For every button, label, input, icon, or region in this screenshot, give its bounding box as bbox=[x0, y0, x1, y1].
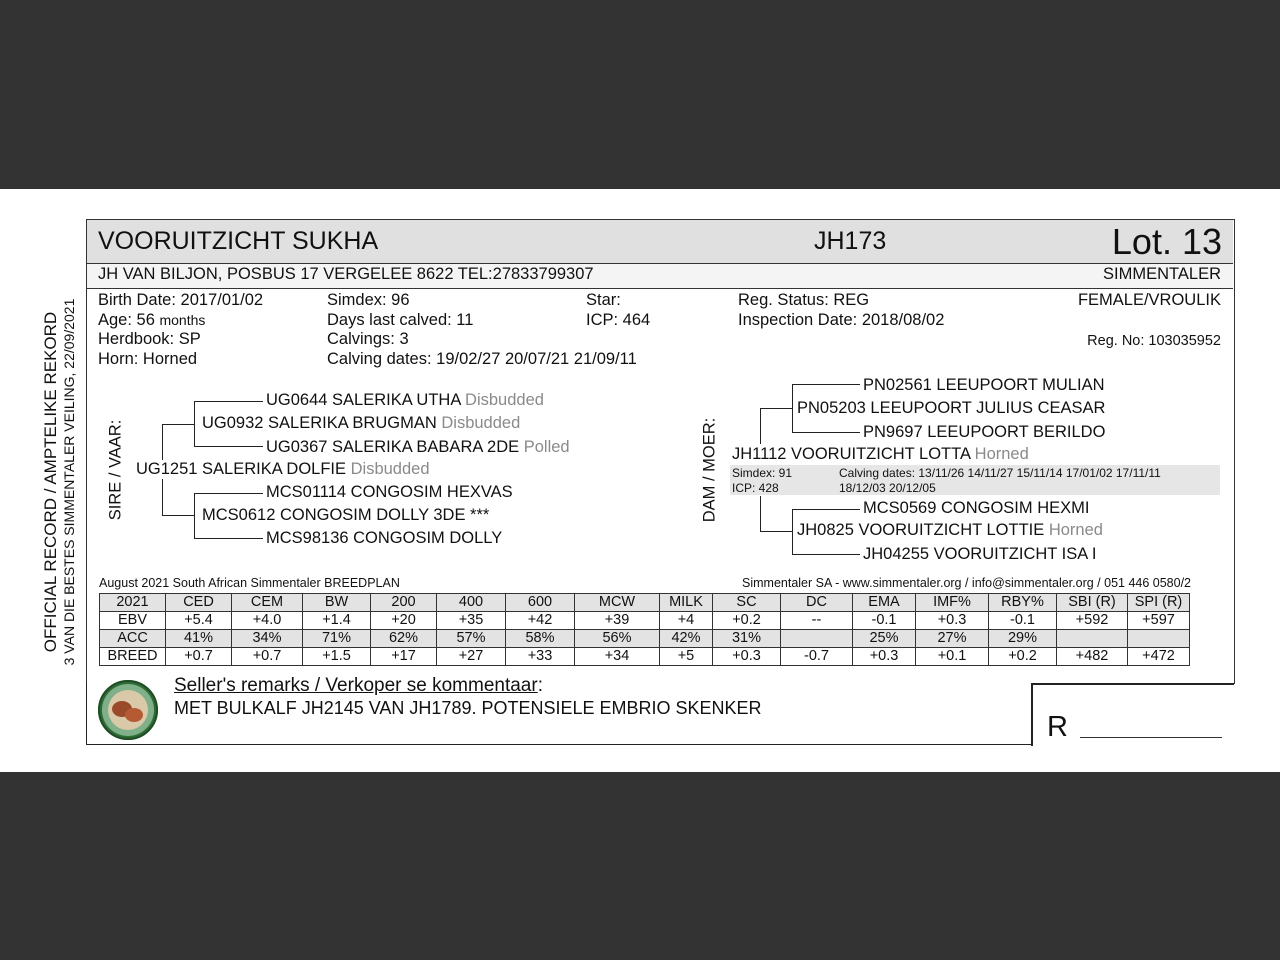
sire-name: UG1251 SALERIKA DOLFIE bbox=[136, 460, 347, 478]
table-header-cell: CED bbox=[166, 594, 232, 612]
table-cell: 27% bbox=[916, 630, 989, 648]
table-header-row bbox=[100, 594, 1190, 612]
sire-dam-sire-tick bbox=[194, 493, 263, 494]
sire-sire-sire bbox=[266, 391, 544, 410]
dam-icp: ICP: 428 bbox=[732, 481, 779, 495]
table-cell: +597 bbox=[1128, 612, 1190, 630]
table-header-cell: BW bbox=[303, 594, 371, 612]
table-cell: -0.1 bbox=[989, 612, 1057, 630]
table-header-cell: SBI (R) bbox=[1057, 594, 1128, 612]
sire-dam-dam: MCS98136 CONGOSIM DOLLY bbox=[266, 529, 503, 547]
sire-sire-dam-horn: Polled bbox=[523, 438, 570, 456]
table-cell: EBV bbox=[100, 612, 166, 630]
table-header-cell: MCW bbox=[575, 594, 660, 612]
table-cell: +0.3 bbox=[713, 648, 781, 666]
horn-status: Horn: Horned bbox=[98, 350, 198, 368]
dam bbox=[732, 445, 1029, 464]
table-cell: 42% bbox=[660, 630, 713, 648]
table-header-cell: EMA bbox=[853, 594, 916, 612]
sire-sire-dam-name: UG0367 SALERIKA BABARA 2DE bbox=[266, 438, 520, 456]
table-cell: 25% bbox=[853, 630, 916, 648]
dam-sire-tick bbox=[760, 408, 792, 409]
age-value: Age: 56 bbox=[98, 311, 155, 329]
table-cell: 31% bbox=[713, 630, 781, 648]
table-cell: 56% bbox=[575, 630, 660, 648]
table-cell: BREED bbox=[100, 648, 166, 666]
sire-dam-sire: MCS01114 CONGOSIM HEXVAS bbox=[266, 483, 513, 501]
table-cell: 71% bbox=[303, 630, 371, 648]
dam-sire-dam-tick bbox=[792, 432, 860, 433]
table-cell bbox=[1128, 630, 1190, 648]
table-header-cell: SPI (R) bbox=[1128, 594, 1190, 612]
table-cell: +4.0 bbox=[232, 612, 303, 630]
sire-sire-sire-tick bbox=[194, 401, 263, 402]
dam-dam bbox=[797, 521, 1103, 540]
sire-sire-dam bbox=[266, 438, 570, 457]
breed-label: SIMMENTALER bbox=[1103, 265, 1221, 283]
table-cell: +482 bbox=[1057, 648, 1128, 666]
dam-dam-name: JH0825 VOORUITZICHT LOTTIE bbox=[797, 521, 1045, 539]
table-cell: -0.7 bbox=[781, 648, 853, 666]
table-cell: +1.5 bbox=[303, 648, 371, 666]
table-cell: +20 bbox=[371, 612, 437, 630]
table-header-cell: 200 bbox=[371, 594, 437, 612]
sire-dam-bracket bbox=[194, 493, 195, 538]
table-cell: +39 bbox=[575, 612, 660, 630]
table-cell bbox=[781, 630, 853, 648]
sire-sire-horn: Disbudded bbox=[441, 414, 521, 432]
table-cell: +17 bbox=[371, 648, 437, 666]
table-cell: ACC bbox=[100, 630, 166, 648]
dam-calving-dates-cont: 18/12/03 20/12/05 bbox=[839, 481, 936, 495]
remarks-title-text: Seller's remarks / Verkoper se kommentaar bbox=[174, 675, 538, 696]
reg-status: Reg. Status: REG bbox=[738, 291, 870, 309]
table-cell: 29% bbox=[989, 630, 1057, 648]
dam-sire: PN05203 LEEUPOORT JULIUS CEASAR bbox=[797, 399, 1106, 417]
price-input[interactable] bbox=[1080, 737, 1222, 738]
table-header-cell: 600 bbox=[506, 594, 575, 612]
table-row-acc bbox=[100, 630, 1190, 648]
remarks-title-colon: : bbox=[537, 675, 543, 696]
auction-caption: 3 VAN DIE BESTES SIMMENTALER VEILING, 22/09/2021 bbox=[61, 298, 77, 666]
sire-sire-sire-name: UG0644 SALERIKA UTHA bbox=[266, 391, 461, 409]
table-cell: +0.7 bbox=[166, 648, 232, 666]
herdbook: Herdbook: SP bbox=[98, 330, 201, 348]
table-cell: +4 bbox=[660, 612, 713, 630]
table-cell: 34% bbox=[232, 630, 303, 648]
sex: FEMALE/VROULIK bbox=[1077, 291, 1221, 309]
table-row-ebv bbox=[100, 612, 1190, 630]
dam-dam-tick bbox=[760, 531, 792, 532]
dam-calving-dates: Calving dates: 13/11/26 14/11/27 15/11/14 17/01/02 17/11/11 bbox=[839, 466, 1161, 480]
simdex: Simdex: 96 bbox=[327, 291, 410, 309]
table-header-cell: RBY% bbox=[989, 594, 1057, 612]
table-cell: +0.3 bbox=[853, 648, 916, 666]
sire-sire-bracket bbox=[194, 401, 195, 446]
dam-name: JH1112 VOORUITZICHT LOTTA bbox=[732, 445, 971, 463]
table-header-cell: DC bbox=[781, 594, 853, 612]
sire-sire-tick bbox=[162, 424, 194, 425]
animal-id: JH173 bbox=[814, 227, 887, 255]
society-logo bbox=[97, 679, 159, 741]
society-logo-graphic bbox=[97, 679, 159, 741]
animal-name: VOORUITZICHT SUKHA bbox=[98, 227, 379, 255]
table-header-cell: 2021 bbox=[100, 594, 166, 612]
price-box-left-edge bbox=[1031, 683, 1033, 746]
table-row-breed bbox=[100, 648, 1190, 666]
dam-label: DAM / MOER: bbox=[700, 417, 719, 523]
dam-dam-bracket bbox=[792, 509, 793, 554]
card-left-edge bbox=[86, 683, 87, 745]
table-header-cell: IMF% bbox=[916, 594, 989, 612]
sire-sire-sire-horn: Disbudded bbox=[465, 391, 544, 409]
dam-dam-dam: JH04255 VOORUITZICHT ISA I bbox=[863, 545, 1097, 563]
breedplan-contact: Simmentaler SA - www.simmentaler.org / info@simmentaler.org / 051 446 0580/2 bbox=[742, 576, 1192, 590]
table-cell: 58% bbox=[506, 630, 575, 648]
dam-dam-sire: MCS0569 CONGOSIM HEXMI bbox=[863, 499, 1090, 517]
card-bottom-edge bbox=[86, 744, 1032, 745]
price-label: R bbox=[1047, 711, 1068, 743]
table-header-cell: CEM bbox=[232, 594, 303, 612]
table-cell: 62% bbox=[371, 630, 437, 648]
dam-simdex: Simdex: 91 bbox=[732, 466, 793, 480]
sire bbox=[136, 460, 430, 479]
table-cell: +5 bbox=[660, 648, 713, 666]
calvings: Calvings: 3 bbox=[327, 330, 409, 348]
star: Star: bbox=[586, 291, 621, 309]
dam-horn: Horned bbox=[974, 445, 1029, 463]
remarks-text: MET BULKALF JH2145 VAN JH1789. POTENSIELE EMBRIO SKENKER bbox=[174, 698, 762, 718]
table-cell: +27 bbox=[437, 648, 506, 666]
dam-lower-bracket bbox=[760, 496, 761, 531]
table-cell: +34 bbox=[575, 648, 660, 666]
inspection-date: Inspection Date: 2018/08/02 bbox=[738, 311, 945, 329]
table-cell: +35 bbox=[437, 612, 506, 630]
table-cell: +0.2 bbox=[989, 648, 1057, 666]
icp: ICP: 464 bbox=[586, 311, 651, 329]
sire-horn: Disbudded bbox=[350, 460, 430, 478]
table-cell: +0.2 bbox=[713, 612, 781, 630]
remarks-title bbox=[174, 675, 543, 697]
table-header-cell: MILK bbox=[660, 594, 713, 612]
dam-sire-dam: PN9697 LEEUPOORT BERILDO bbox=[863, 423, 1106, 441]
table-cell bbox=[1057, 630, 1128, 648]
table-header-cell: 400 bbox=[437, 594, 506, 612]
price-box-top-edge bbox=[1031, 683, 1234, 685]
breeder-line: JH VAN BILJON, POSBUS 17 VERGELEE 8622 TEL:27833799307 bbox=[98, 265, 594, 283]
table-header-cell: SC bbox=[713, 594, 781, 612]
breedplan-caption: August 2021 South African Simmentaler BREEDPLAN bbox=[99, 576, 400, 590]
sire-dam: MCS0612 CONGOSIM DOLLY 3DE *** bbox=[202, 506, 490, 524]
table-cell: +0.3 bbox=[916, 612, 989, 630]
sire-sire-name: UG0932 SALERIKA BRUGMAN bbox=[202, 414, 437, 432]
lot-number: Lot. 13 bbox=[1111, 221, 1222, 262]
dam-dam-sire-tick bbox=[792, 509, 860, 510]
dam-sire-sire: PN02561 LEEUPOORT MULIAN bbox=[863, 376, 1105, 394]
calving-dates: Calving dates: 19/02/27 20/07/21 21/09/11 bbox=[327, 350, 637, 368]
dam-sire-sire-tick bbox=[792, 384, 860, 385]
table-cell: -- bbox=[781, 612, 853, 630]
sire-sire-dam-tick bbox=[194, 446, 263, 447]
table-cell: +0.7 bbox=[232, 648, 303, 666]
birth-date: Birth Date: 2017/01/02 bbox=[98, 291, 264, 309]
table-cell: +1.4 bbox=[303, 612, 371, 630]
table-cell: +5.4 bbox=[166, 612, 232, 630]
table-cell: -0.1 bbox=[853, 612, 916, 630]
table-cell: +472 bbox=[1128, 648, 1190, 666]
reg-number: Reg. No: 103035952 bbox=[1087, 333, 1221, 349]
table-cell: 41% bbox=[166, 630, 232, 648]
age-unit: months bbox=[159, 312, 206, 328]
sire-sire bbox=[202, 414, 520, 433]
table-cell: 57% bbox=[437, 630, 506, 648]
sire-label: SIRE / VAAR: bbox=[106, 419, 125, 521]
table-cell: +42 bbox=[506, 612, 575, 630]
table-cell: +0.1 bbox=[916, 648, 989, 666]
dam-upper-bracket bbox=[760, 408, 761, 444]
dam-dam-dam-tick bbox=[792, 554, 860, 555]
days-last-calved: Days last calved: 11 bbox=[327, 311, 474, 329]
breedplan-table bbox=[99, 593, 1190, 666]
age bbox=[98, 311, 205, 330]
sire-dam-dam-tick bbox=[194, 538, 263, 539]
dam-dam-horn: Horned bbox=[1048, 521, 1103, 539]
dam-sire-bracket bbox=[792, 384, 793, 432]
table-cell: +33 bbox=[506, 648, 575, 666]
sire-dam-tick bbox=[162, 515, 194, 516]
table-cell: +592 bbox=[1057, 612, 1128, 630]
official-record-caption: OFFICIAL RECORD / AMPTELIKE REKORD bbox=[41, 311, 60, 653]
